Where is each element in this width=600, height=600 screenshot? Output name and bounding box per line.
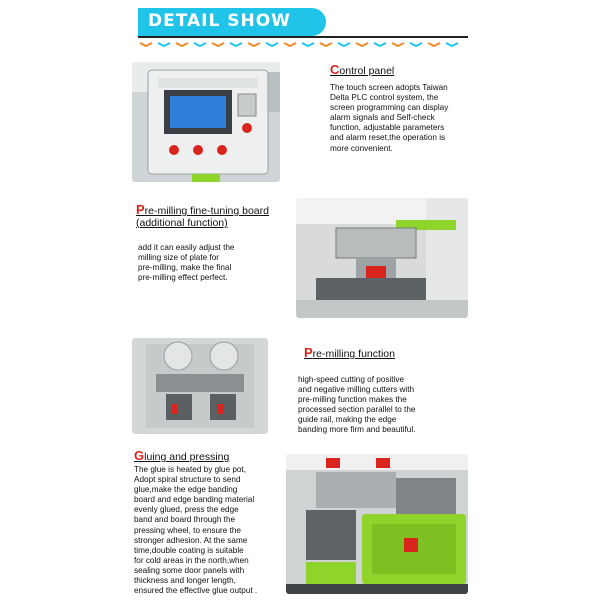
section-desc-control-panel: The touch screen adopts Taiwan Delta PLC control system, the screen programming can display alarm signals and Self-check function, adjustable parameters and alarm reset,the operation is more convenient. — [330, 83, 449, 153]
fine-tuning-board-photo — [296, 198, 468, 318]
section-title-fine-tuning-board: Pre-milling fine-tuning board (additional function) — [136, 202, 269, 229]
gluing-photo — [286, 454, 468, 594]
section-desc-pre-milling: high-speed cutting of positive and negative milling cutters with pre-milling function makes the processed section parallel to the guide rail, making the edge banding more firm and beautiful. — [298, 375, 416, 435]
pre-milling-photo — [132, 338, 268, 434]
page-title: DETAIL SHOW — [148, 11, 291, 31]
control-panel-photo — [132, 62, 280, 182]
header-divider — [138, 36, 468, 38]
decorative-dash-strip — [138, 40, 468, 48]
section-desc-gluing: The glue is heated by glue pot, Adopt spiral structure to send glue,make the edge banding board and edge banding material evenly glued, press the edge band and board through the pressing wheel, to ensure the stronger adhesion. At the same time,double coating is suitable for cold areas in the north,when sealing some door panels with thickness and longer length, ensured the effective glue output . — [134, 465, 258, 596]
section-title-control-panel: Control panel — [330, 62, 395, 77]
section-title-pre-milling: Pre-milling function — [304, 345, 395, 360]
section-desc-fine-tuning-board: add it can easily adjust the milling size of plate for pre-milling, make the final pre-milling effect perfect. — [138, 243, 235, 283]
section-title-gluing: Gluing and pressing — [134, 448, 230, 463]
